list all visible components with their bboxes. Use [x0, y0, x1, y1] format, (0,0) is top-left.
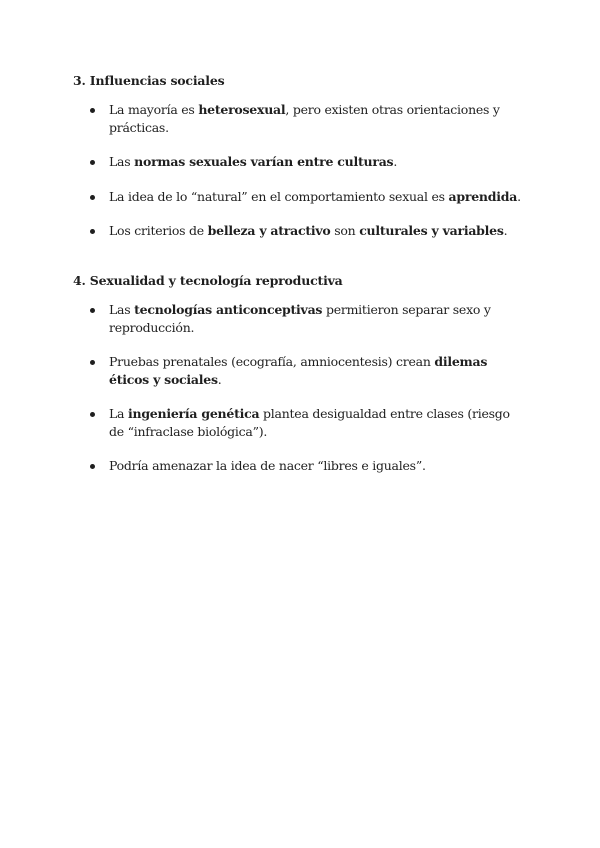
section-sexualidad-tecnologia — [73, 272, 528, 492]
bullet-icon — [90, 360, 95, 365]
list-item: La mayoría es heterosexual, pero existen otras orientaciones y prácticas. — [73, 101, 528, 136]
section-influencias-sociales — [73, 72, 528, 257]
section-heading: 3. Influencias sociales — [73, 73, 225, 88]
section-heading: 4. Sexualidad y tecnología reproductiva — [73, 273, 343, 288]
bullet-list — [73, 101, 528, 240]
list-item: Podría amenazar la idea de nacer “libres e iguales”. — [73, 457, 528, 475]
bullet-icon — [90, 160, 95, 165]
list-item: Las tecnologías anticonceptivas permitieron separar sexo y reproducción. — [73, 301, 528, 336]
list-item: Los criterios de belleza y atractivo son culturales y variables. — [73, 222, 528, 240]
list-item: La idea de lo “natural” en el comportamiento sexual es aprendida. — [73, 188, 528, 206]
bullet-icon — [90, 229, 95, 234]
bullet-icon — [90, 195, 95, 200]
bullet-icon — [90, 308, 95, 313]
bullet-icon — [90, 412, 95, 417]
bullet-icon — [90, 464, 95, 469]
list-item: Las normas sexuales varían entre culturas. — [73, 153, 528, 171]
list-item: La ingeniería genética plantea desigualdad entre clases (riesgo de “infraclase biológica”). — [73, 405, 528, 440]
bullet-icon — [90, 108, 95, 113]
bullet-list — [73, 301, 528, 475]
list-item: Pruebas prenatales (ecografía, amniocentesis) crean dilemas éticos y sociales. — [73, 353, 528, 388]
